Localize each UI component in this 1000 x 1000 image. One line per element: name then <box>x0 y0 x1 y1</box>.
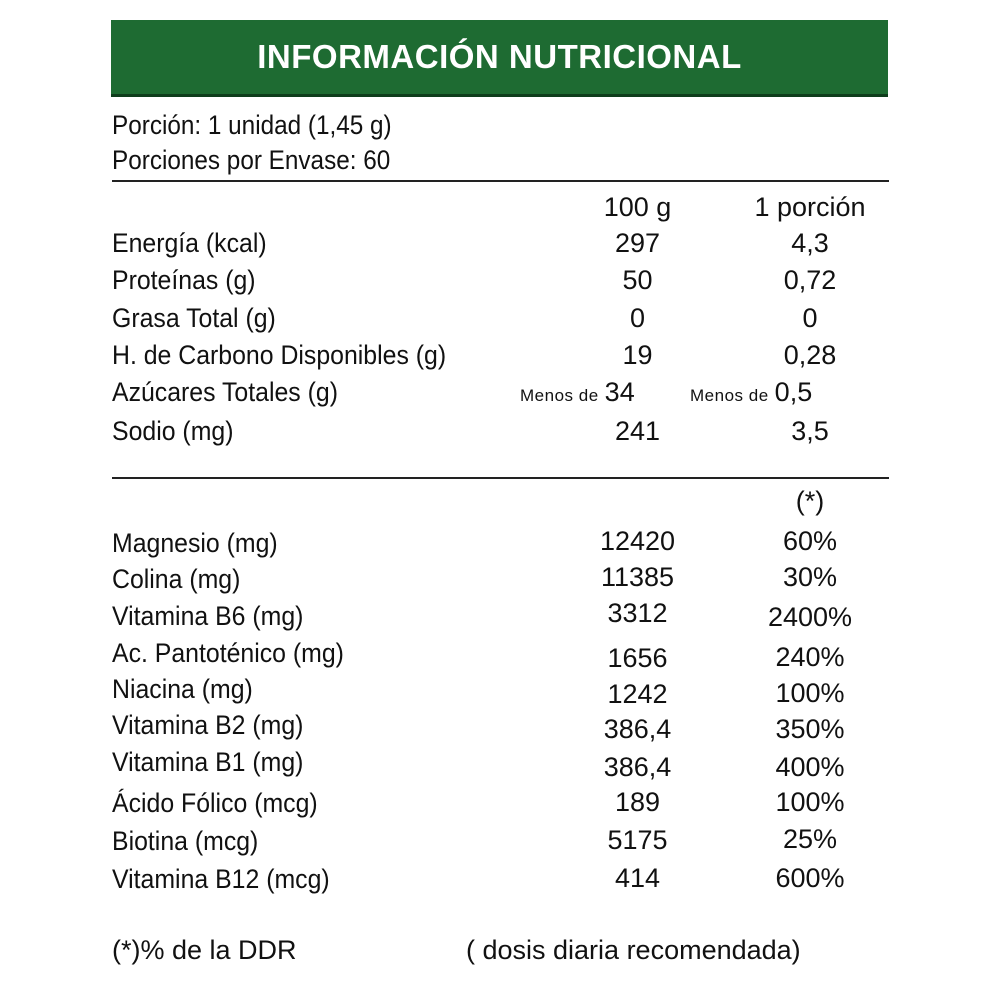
nutrient-label: Azúcares Totales (g) <box>112 377 338 407</box>
vitamin-label: Colina (mg) <box>112 564 241 594</box>
vitamin-ddr: 25% <box>782 824 838 854</box>
vitamin-ddr: 600% <box>775 863 845 893</box>
nutrient-value-portion: 4,3 <box>791 228 829 258</box>
vitamin-label: Ácido Fólico (mcg) <box>112 788 318 818</box>
serving-size: Porción: 1 unidad (1,45 g) <box>112 110 392 140</box>
vitamin-label: Niacina (mg) <box>112 674 253 704</box>
vitamin-ddr: 60% <box>782 526 838 556</box>
nutrient-value-portion: 0 <box>802 303 818 333</box>
footnote-ddr-definition: ( dosis diaria recomendada) <box>466 935 801 965</box>
vitamin-value-100g: 5175 <box>607 825 668 855</box>
nutrient-label: Grasa Total (g) <box>112 303 276 333</box>
vitamin-label: Magnesio (mg) <box>112 528 278 558</box>
value: 0,5 <box>774 377 813 407</box>
servings-per-container: Porciones por Envase: 60 <box>112 145 391 175</box>
vitamin-value-100g: 386,4 <box>603 714 672 744</box>
vitamin-ddr: 240% <box>775 642 845 672</box>
nutrient-value-100g <box>520 379 635 406</box>
nutrient-value-portion: 0,72 <box>783 265 837 295</box>
nutrient-value-100g: 241 <box>614 416 661 446</box>
vitamin-value-100g: 11385 <box>600 562 675 592</box>
column-header-100g: 100 g <box>603 192 672 222</box>
nutrient-value-portion: 0,28 <box>783 340 837 370</box>
nutrient-label: Sodio (mg) <box>112 416 234 446</box>
vitamin-ddr: 350% <box>775 714 845 744</box>
nutrient-value-100g: 19 <box>622 340 653 370</box>
vitamin-ddr: 100% <box>775 678 845 708</box>
nutrient-value-100g: 297 <box>614 228 661 258</box>
nutrient-value-portion: 3,5 <box>791 416 829 446</box>
vitamin-value-100g: 12420 <box>599 526 676 556</box>
divider-middle <box>112 477 889 479</box>
vitamin-ddr: 100% <box>775 787 845 817</box>
less-than-label: Menos de <box>520 386 599 405</box>
vitamin-label: Ac. Pantoténico (mg) <box>112 638 344 668</box>
value: 34 <box>604 377 635 407</box>
vitamin-value-100g: 1656 <box>607 643 668 673</box>
divider-top <box>112 180 889 182</box>
vitamin-value-100g: 386,4 <box>603 752 672 782</box>
nutrient-value-100g: 50 <box>622 265 653 295</box>
vitamin-label: Biotina (mcg) <box>112 826 259 856</box>
nutrient-label: Proteínas (g) <box>112 265 256 295</box>
nutrient-value-100g: 0 <box>629 303 646 333</box>
vitamin-value-100g: 1242 <box>607 679 668 709</box>
title-banner <box>111 20 888 97</box>
nutrient-value-portion <box>690 379 812 406</box>
vitamin-ddr: 400% <box>775 752 845 782</box>
vitamin-label: Vitamina B2 (mg) <box>112 710 304 740</box>
vitamin-value-100g: 414 <box>614 863 661 893</box>
vitamin-value-100g: 189 <box>614 787 661 817</box>
vitamin-label: Vitamina B6 (mg) <box>112 601 304 631</box>
vitamin-label: Vitamina B1 (mg) <box>112 747 304 777</box>
vitamin-ddr: 2400% <box>767 602 853 632</box>
title: INFORMACIÓN NUTRICIONAL <box>257 38 742 75</box>
ddr-marker: (*) <box>795 486 825 516</box>
footnote-ddr: (*)% de la DDR <box>112 935 297 965</box>
nutrient-label: H. de Carbono Disponibles (g) <box>112 340 447 370</box>
less-than-label: Menos de <box>690 386 769 405</box>
nutrient-label: Energía (kcal) <box>112 228 267 258</box>
column-header-portion: 1 porción <box>754 192 866 222</box>
vitamin-value-100g: 3312 <box>607 598 668 628</box>
vitamin-ddr: 30% <box>782 562 838 592</box>
vitamin-label: Vitamina B12 (mcg) <box>112 864 330 894</box>
